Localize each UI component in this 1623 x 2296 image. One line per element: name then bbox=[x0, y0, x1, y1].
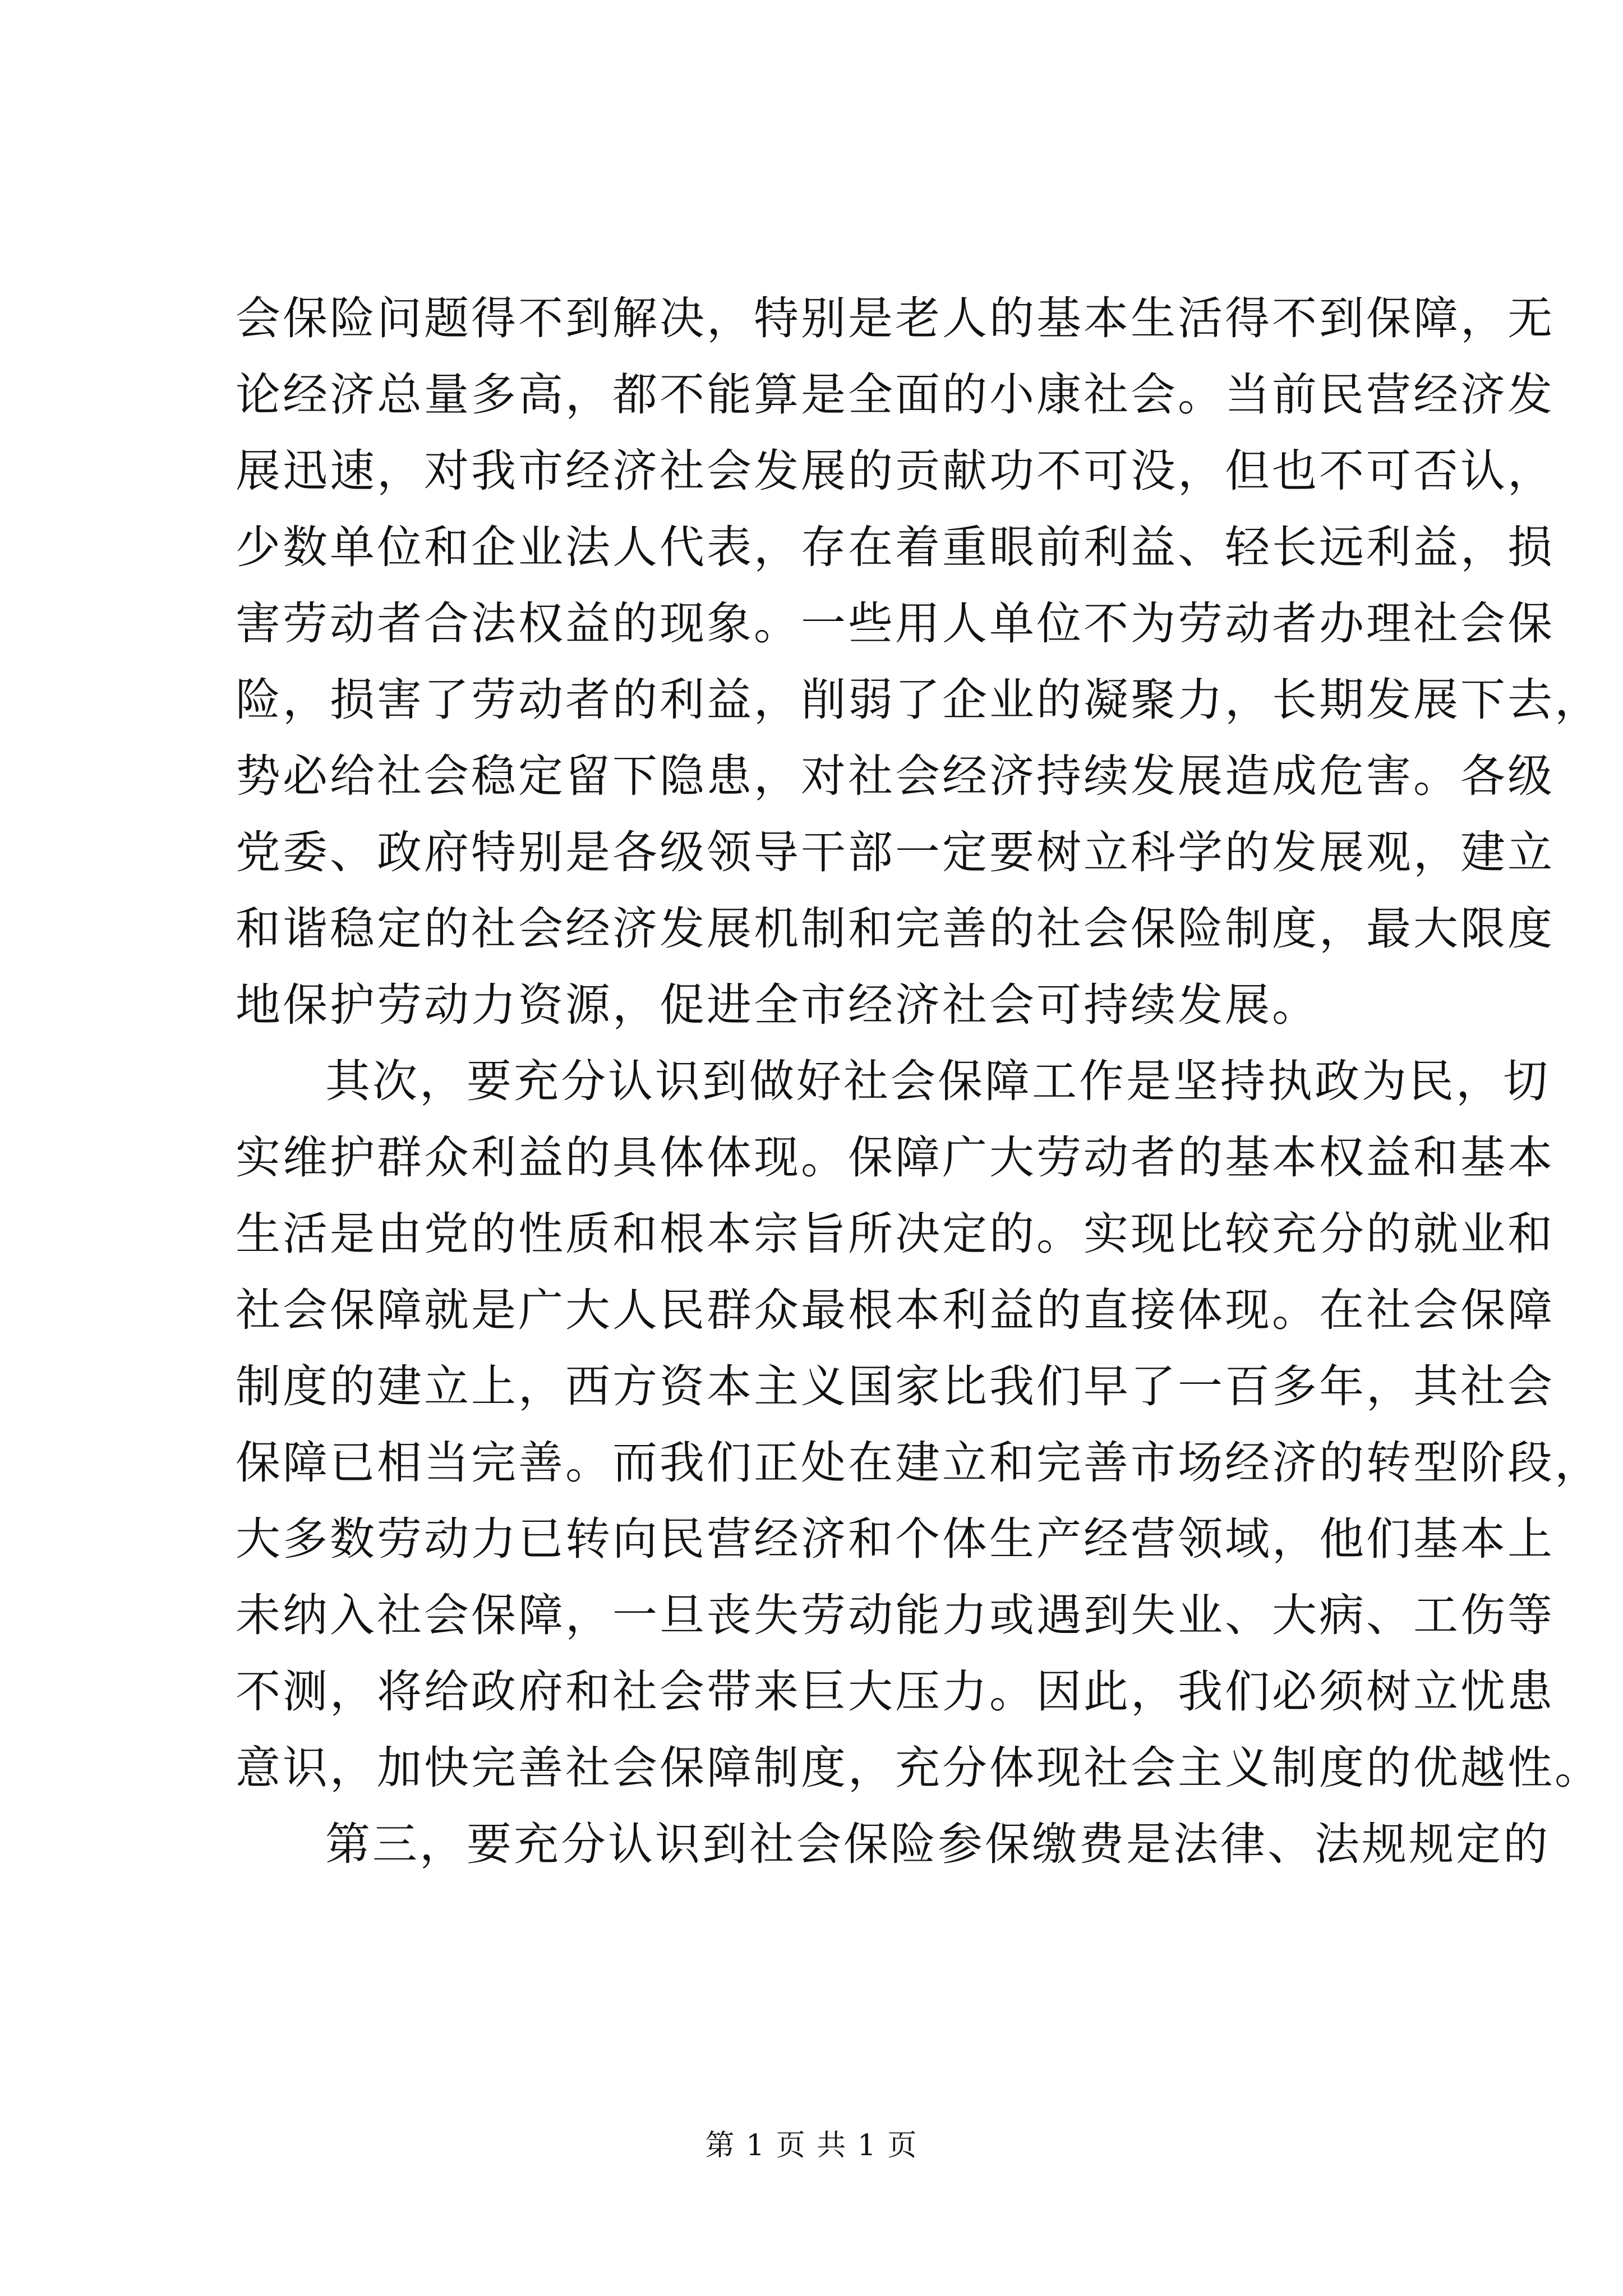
text-line: 其次，要充分认识到做好社会保障工作是坚持执政为民，切 bbox=[325, 1055, 1550, 1107]
text-line: 地保护劳动力资源，促进全市经济社会可持续发展。 bbox=[236, 979, 1319, 1031]
text-line: 论经济总量多高，都不能算是全面的小康社会。当前民营经济发 bbox=[236, 369, 1555, 421]
text-line: 展迅速，对我市经济社会发展的贡献功不可没，但也不可否认， bbox=[236, 445, 1555, 497]
page-footer bbox=[0, 2126, 1623, 2165]
text-line: 势必给社会稳定留下隐患，对社会经济持续发展造成危害。各级 bbox=[236, 750, 1555, 802]
page-number-label: 第 1 页 共 1 页 bbox=[705, 2129, 918, 2162]
paragraph-1 bbox=[236, 280, 1602, 1043]
text-line: 制度的建立上，西方资本主义国家比我们早了一百多年，其社会 bbox=[236, 1360, 1555, 1412]
paragraph-3 bbox=[236, 1806, 1550, 1883]
text-line: 生活是由党的性质和根本宗旨所决定的。实现比较充分的就业和 bbox=[236, 1208, 1555, 1260]
text-line: 未纳入社会保障，一旦丧失劳动能力或遇到失业、大病、工伤等 bbox=[236, 1589, 1555, 1641]
document-body bbox=[236, 280, 1602, 1883]
paragraph-2 bbox=[236, 1043, 1602, 1806]
text-line: 意识，加快完善社会保障制度，充分体现社会主义制度的优越性。 bbox=[236, 1742, 1602, 1794]
text-line: 和谐稳定的社会经济发展机制和完善的社会保险制度，最大限度 bbox=[236, 903, 1555, 955]
text-line: 害劳动者合法权益的现象。一些用人单位不为劳动者办理社会保 bbox=[236, 597, 1555, 650]
text-line: 党委、政府特别是各级领导干部一定要树立科学的发展观，建立 bbox=[236, 826, 1555, 878]
text-line: 险，损害了劳动者的利益，削弱了企业的凝聚力，长期发展下去， bbox=[236, 674, 1602, 726]
text-line: 少数单位和企业法人代表，存在着重眼前利益、轻长远利益，损 bbox=[236, 521, 1555, 573]
text-line: 会保险问题得不到解决，特别是老人的基本生活得不到保障，无 bbox=[236, 292, 1555, 344]
text-line: 社会保障就是广大人民群众最根本利益的直接体现。在社会保障 bbox=[236, 1284, 1555, 1336]
text-line: 实维护群众利益的具体体现。保障广大劳动者的基本权益和基本 bbox=[236, 1131, 1555, 1184]
text-line: 大多数劳动力已转向民营经济和个体生产经营领域，他们基本上 bbox=[236, 1513, 1555, 1565]
text-line: 不测，将给政府和社会带来巨大压力。因此，我们必须树立忧患 bbox=[236, 1665, 1555, 1718]
text-line: 第三，要充分认识到社会保险参保缴费是法律、法规规定的 bbox=[325, 1818, 1550, 1870]
text-line: 保障已相当完善。而我们正处在建立和完善市场经济的转型阶段， bbox=[236, 1437, 1602, 1489]
